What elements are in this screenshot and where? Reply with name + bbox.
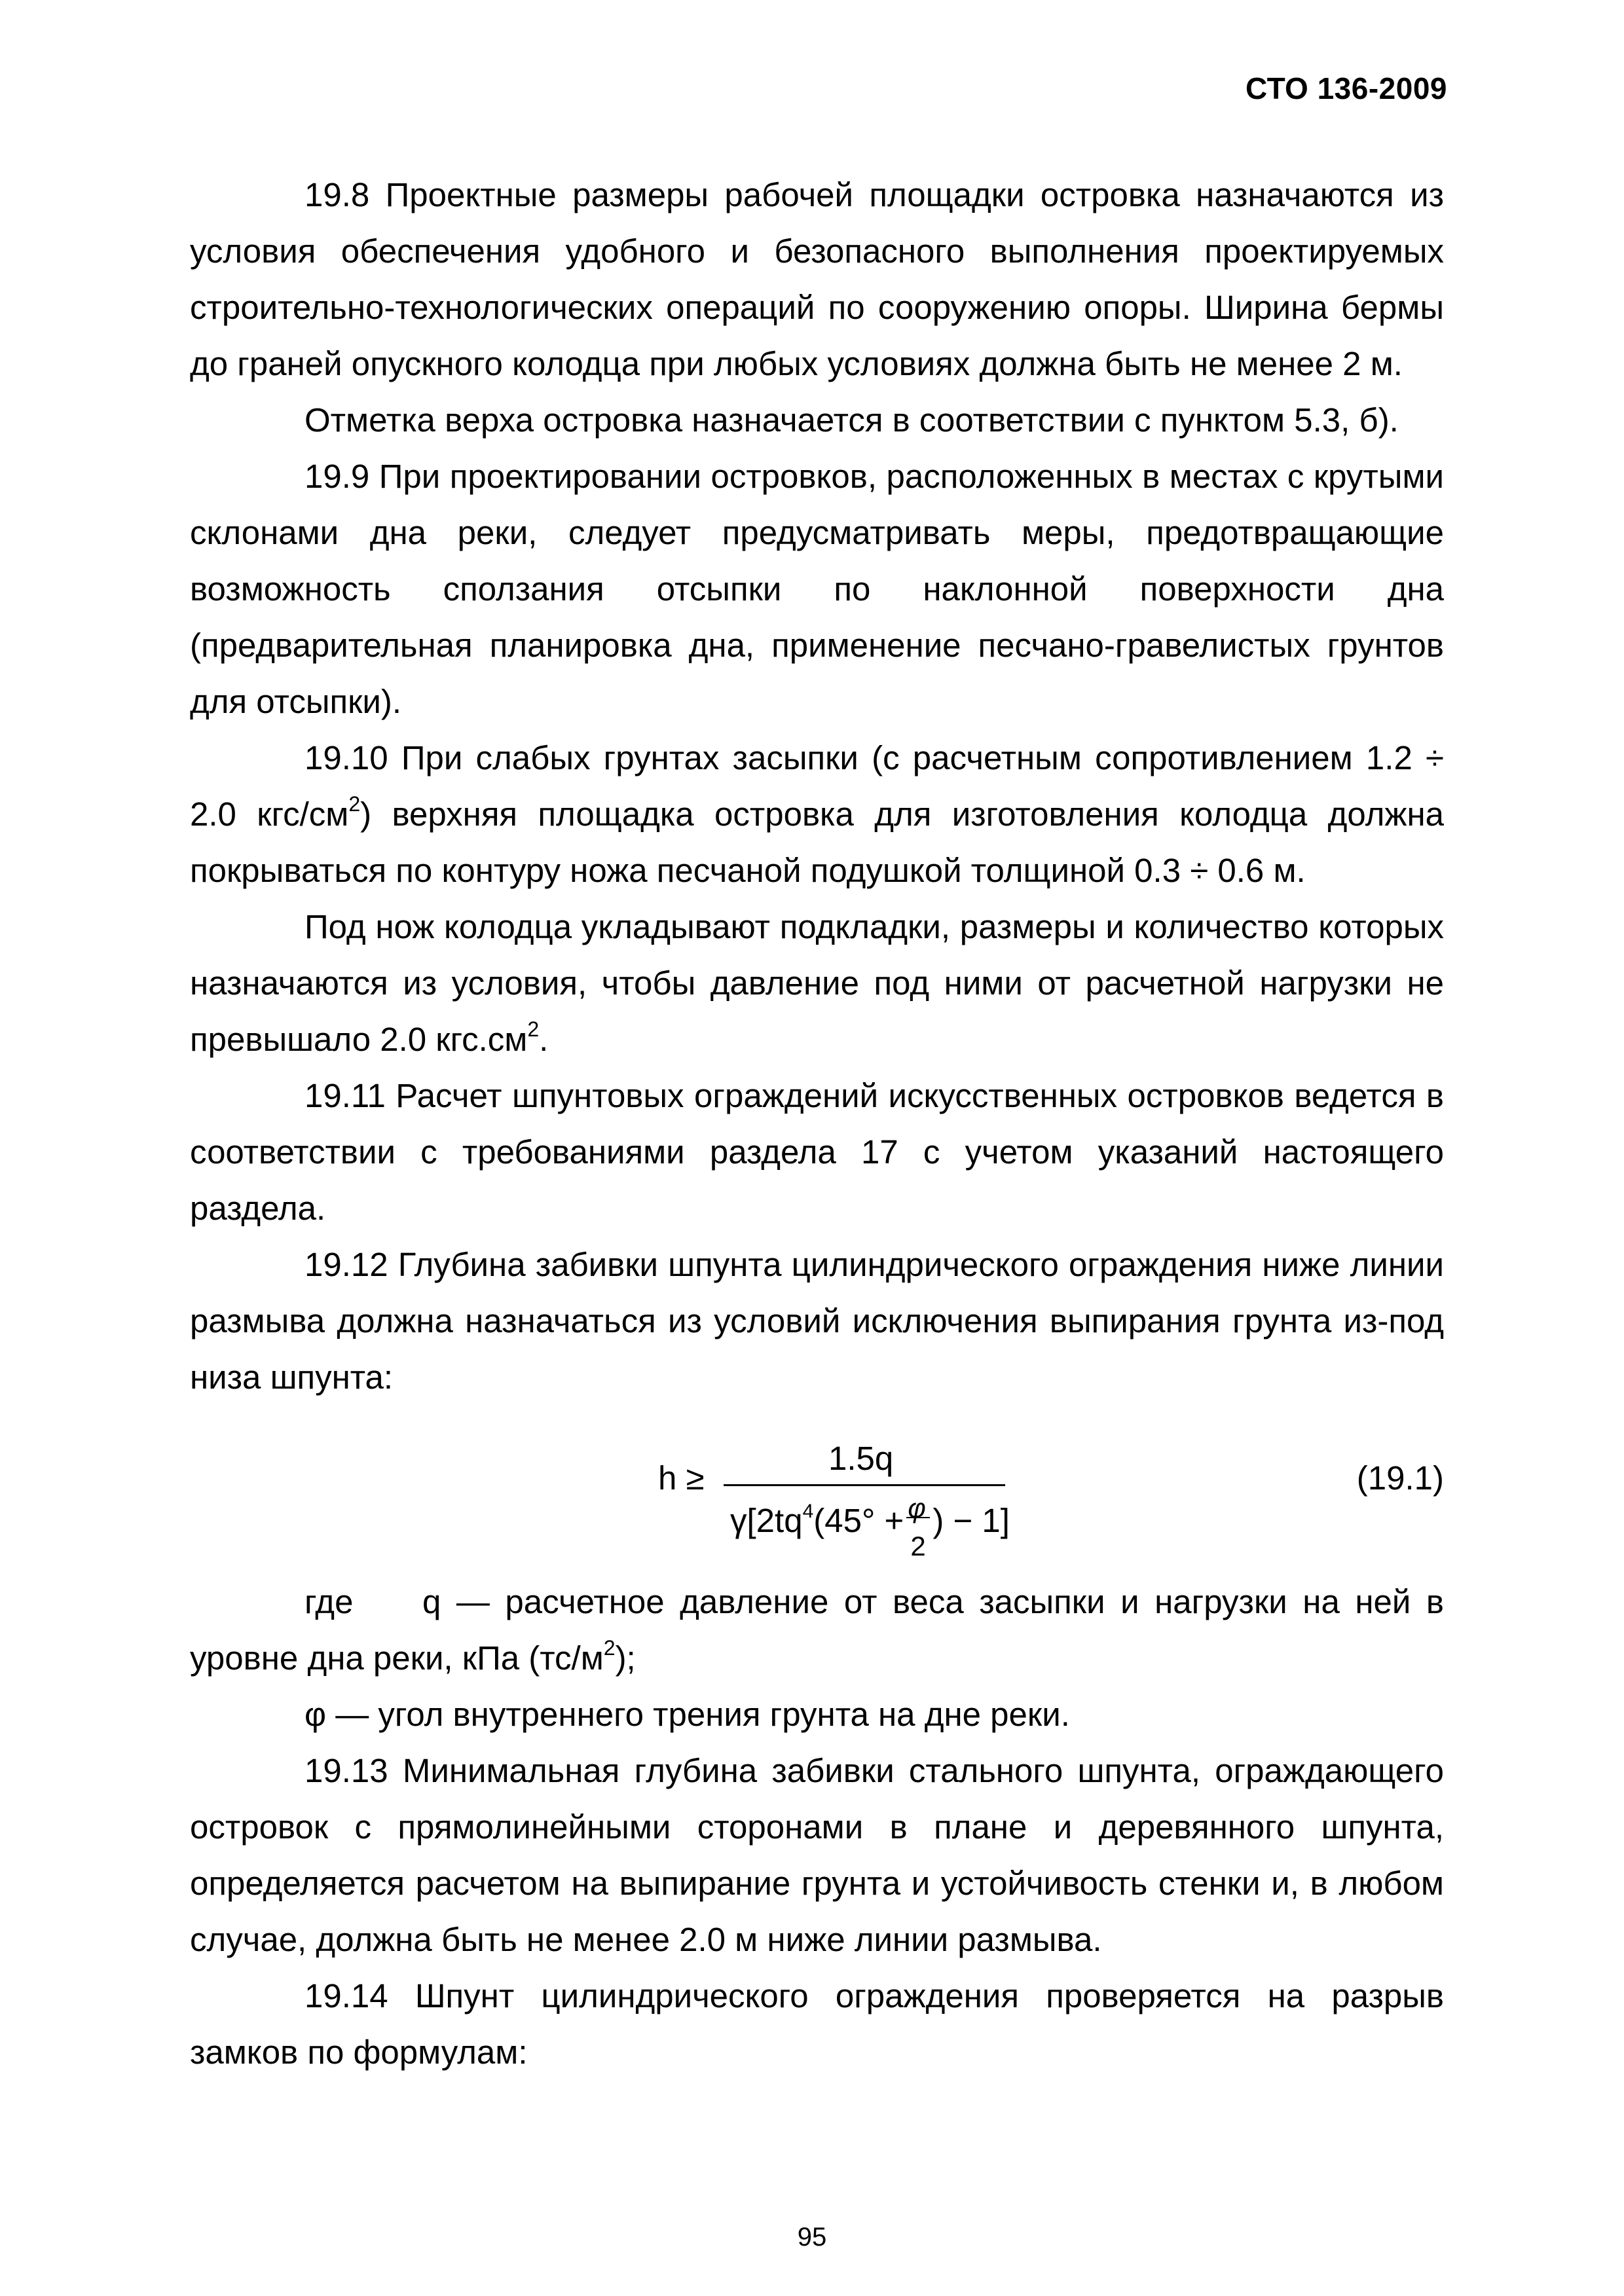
paragraph-19-10-text-b: ) верхняя площадка островка для изготовления колодца должна покрываться по контуру ножа песчаной подушкой толщиной 0.3 ÷ 0.6 м. — [190, 795, 1444, 889]
paragraph-19-10-pads-text-b: . — [539, 1021, 549, 1058]
paragraph-19-11: 19.11 Расчет шпунтовых ограждений искусственных островков ведется в соответствии с требованиями раздела 17 с учетом указаний настоящего раздела. — [190, 1077, 1444, 1227]
phi-half-fraction — [904, 1492, 932, 1561]
formula-number: (19.1) — [1356, 1459, 1444, 1497]
denominator-end: ) − 1] — [932, 1502, 1010, 1539]
page-number: 95 — [797, 2223, 827, 2251]
superscript: 2 — [603, 1636, 616, 1660]
paragraph-19-10-pads — [190, 899, 1444, 1068]
phi-denominator: 2 — [910, 1530, 926, 1561]
fraction-bar — [724, 1484, 1005, 1486]
where-label: где — [304, 1583, 354, 1620]
paragraph-19-14: 19.14 Шпунт цилиндрического ограждения проверяется на разрыв замков по формулам: — [190, 1977, 1444, 2071]
formula-numerator: 1.5q — [828, 1440, 894, 1477]
document-body — [190, 167, 1444, 2081]
denominator-exponent: 4 — [802, 1501, 814, 1522]
paragraph-19-13: 19.13 Минимальная глубина забивки стального шпунта, ограждающего островок с прямолинейными сторонами в плане и деревянного шпунта, определяется расчетом на выпирание грунта и устойчивость стенки и, в любом случае, должна быть не менее 2.0 м ниже линии размыва. — [190, 1752, 1444, 1958]
formula-lhs: h ≥ — [658, 1459, 705, 1497]
paragraph-19-12: 19.12 Глубина забивки шпунта цилиндрического ограждения ниже линии размыва должна назначаться из условий исключения выпирания грунта из-под низа шпунта: — [190, 1246, 1444, 1396]
definition-q-text-b: ); — [615, 1639, 636, 1677]
superscript: 2 — [348, 792, 361, 816]
paragraph-19-10-text-a: 19.10 При слабых грунтах засыпки (с расчетным сопротивлением 1.2 ÷ 2.0 кгс/см — [190, 739, 1444, 833]
paragraph-19-9: 19.9 При проектировании островков, расположенных в местах с крутыми склонами дна реки, следует предусматривать меры, предотвращающие возможность сползания отсыпки по наклонной поверхности дна (предварительная планировка дна, применение песчано-гравелистых грунтов для отсыпки). — [190, 458, 1444, 720]
formula-body — [658, 1411, 1156, 1571]
document-code: СТО 136-2009 — [1246, 71, 1447, 105]
definition-q — [190, 1574, 1444, 1686]
denominator-start: γ[2tq — [730, 1502, 803, 1539]
superscript: 2 — [527, 1017, 540, 1041]
formula-19-1 — [190, 1411, 1444, 1571]
definition-phi: φ — угол внутреннего трения грунта на дне реки. — [304, 1696, 1070, 1733]
paragraph-19-10-pads-text-a: Под нож колодца укладывают подкладки, размеры и количество которых назначаются из условия, чтобы давление под ними от расчетной нагрузки не превышало 2.0 кгс.см — [190, 908, 1444, 1058]
paragraph-19-10 — [190, 730, 1444, 899]
phi-numerator: φ — [908, 1492, 926, 1523]
paragraph-19-8-elevation: Отметка верха островка назначается в соответствии с пунктом 5.3, б). — [304, 401, 1399, 439]
definition-q-text-a: q — расчетное давление от веса засыпки и нагрузки на ней в уровне дна реки, кПа (тс/м — [190, 1583, 1444, 1677]
paragraph-19-8: 19.8 Проектные размеры рабочей площадки островка назначаются из условия обеспечения удобного и безопасного выполнения проектируемых строительно-технологических операций по сооружению опоры. Ширина бермы до граней опускного колодца при любых условиях должна быть не менее 2 м. — [190, 176, 1444, 382]
denominator-mid: (45° + — [813, 1502, 904, 1539]
formula-denominator — [730, 1492, 1010, 1561]
